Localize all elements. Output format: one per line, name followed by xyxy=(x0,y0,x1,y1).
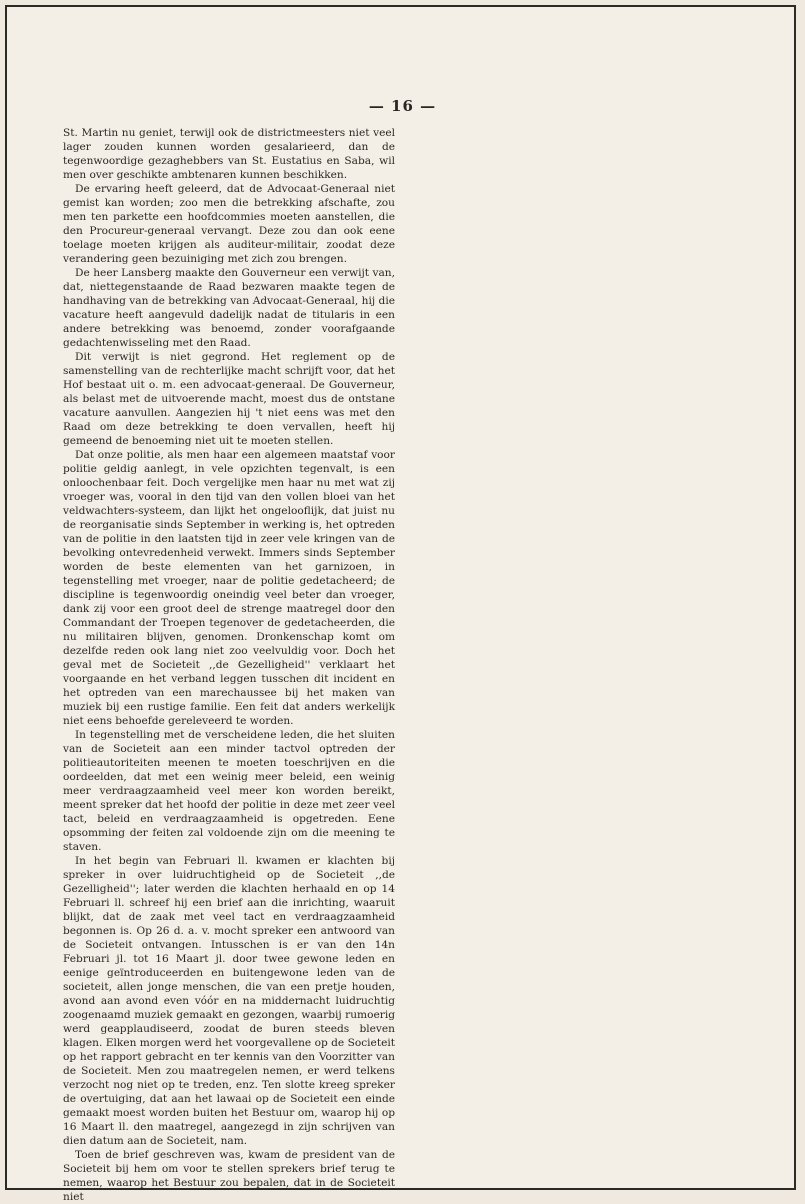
body-text xyxy=(63,126,395,1204)
paragraph-7: In het begin van Februari ll. kwamen er klachten bij spreker in over luidruchtigheid op de Societeit ,,de Gezelligheid''; later werden die klachten herhaald en op 14 Februari ll. schreef hij een brief aan die inrichting, waaruit blijkt, dat de zaak met veel tact en verdraagzaamheid begonnen is. Op 26 d. a. v. mocht spreker een antwoord van de Societeit ontvangen. Intusschen is er van den 14n Februari jl. tot 16 Maart jl. door twee gewone leden en eenige geïntroduceerden en buitengewone leden van de societeit, allen jonge menschen, die van een pretje houden, avond aan avond even vóór en na middernacht luidruchtig zoogenaamd muziek gemaakt en gezongen, waarbij rumoerig werd geapplaudiseerd, zoodat de buren steeds bleven klagen. Elken morgen werd het voorgevallene op de Societeit op het rapport gebracht en ter kennis van den Voorzitter van de Societeit. Men zou maatregelen nemen, er werd telkens verzocht nog niet op te treden, enz. Ten slotte kreeg spreker de overtuiging, dat aan het lawaai op de Societeit een einde gemaakt moest worden buiten het Bestuur om, waarop hij op 16 Maart ll. den maatregel, aangezegd in zijn schrijven van dien datum aan de Societeit, nam. xyxy=(63,855,395,1147)
page-number: — 16 — xyxy=(368,97,437,115)
paragraph-3: De heer Lansberg maakte den Gouverneur een verwijt van, dat, niettegenstaande de Raad bezwaren maakte tegen de handhaving van de betrekking van Advocaat-Generaal, hij die vacature heeft aangevuld dadelijk nadat de titularis in een andere betrekking was benoemd, zonder voorafgaande gedachtenwisseling met den Raad. xyxy=(63,267,395,349)
paragraph-8: Toen de brief geschreven was, kwam de president van de Societeit bij hem om voor te stellen sprekers brief terug te nemen, waarop het Bestuur zou bepalen, dat in de Societeit niet xyxy=(63,1149,395,1203)
paragraph-6: In tegenstelling met de verscheidene leden, die het sluiten van de Societeit aan een minder tactvol optreden der politieautoriteiten meenen te moeten toeschrijven en die oordeelden, dat met een weinig meer beleid, een weinig meer verdraagzaamheid veel meer kon worden bereikt, meent spreker dat het hoofd der politie in deze met zeer veel tact, beleid en verdraagzaamheid is opgetreden. Eene opsomming der feiten zal voldoende zijn om die meening te staven. xyxy=(63,729,395,853)
paragraph-4: Dit verwijt is niet gegrond. Het reglement op de samenstelling van de rechterlijke macht schrijft voor, dat het Hof bestaat uit o. m. een advocaat-generaal. De Gouverneur, als belast met de uitvoerende macht, moest dus de ontstane vacature aanvullen. Aangezien hij 't niet eens was met den Raad om deze betrekking te doen vervallen, heeft hij gemeend de benoeming niet uit te moeten stellen. xyxy=(63,351,395,447)
paragraph-1: St. Martin nu geniet, terwijl ook de districtmeesters niet veel lager zouden kunnen worden gesalarieerd, dan de tegenwoordige gezaghebbers van St. Eustatius en Saba, wil men over geschikte ambtenaren kunnen beschikken. xyxy=(63,127,395,181)
paragraph-5: Dat onze politie, als men haar een algemeen maatstaf voor politie geldig aanlegt, in vele opzichten tegenvalt, is een onloochenbaar feit. Doch vergelijke men haar nu met wat zij vroeger was, vooral in den tijd van den vollen bloei van het veldwachters-systeem, dan lijkt het ongelooflijk, dat juist nu de reorganisatie sinds September in werking is, het optreden van de politie in den laatsten tijd in zeer vele kringen van de bevolking ontevredenheid verwekt. Immers sinds September worden de beste elementen van het garnizoen, in tegenstelling met vroeger, naar de politie gedetacheerd; de discipline is tegenwoordig oneindig veel beter dan vroeger, dank zij voor een groot deel de strenge maatregel door den Commandant der Troepen tegenover de gedetacheerden, die nu militairen blijven, genomen. Dronkenschap komt om dezelfde reden ook lang niet zoo veelvuldig voor. Doch het geval met de Societeit ,,de Gezelligheid'' verklaart het voorgaande en het verband leggen tusschen dit incident en het optreden van een marechaussee bij het maken van muziek bij een rustige familie. Een feit dat anders werkelijk niet eens behoefde gereleveerd te worden. xyxy=(63,449,395,727)
paragraph-2: De ervaring heeft geleerd, dat de Advocaat-Generaal niet gemist kan worden; zoo men die betrekking afschafte, zou men ten parkette een hoofdcommies moeten aanstellen, die den Procureur-generaal vervangt. Deze zou dan ook eene toelage moeten krijgen als auditeur-militair, zoodat deze verandering geen bezuiniging met zich zou brengen. xyxy=(63,183,395,265)
